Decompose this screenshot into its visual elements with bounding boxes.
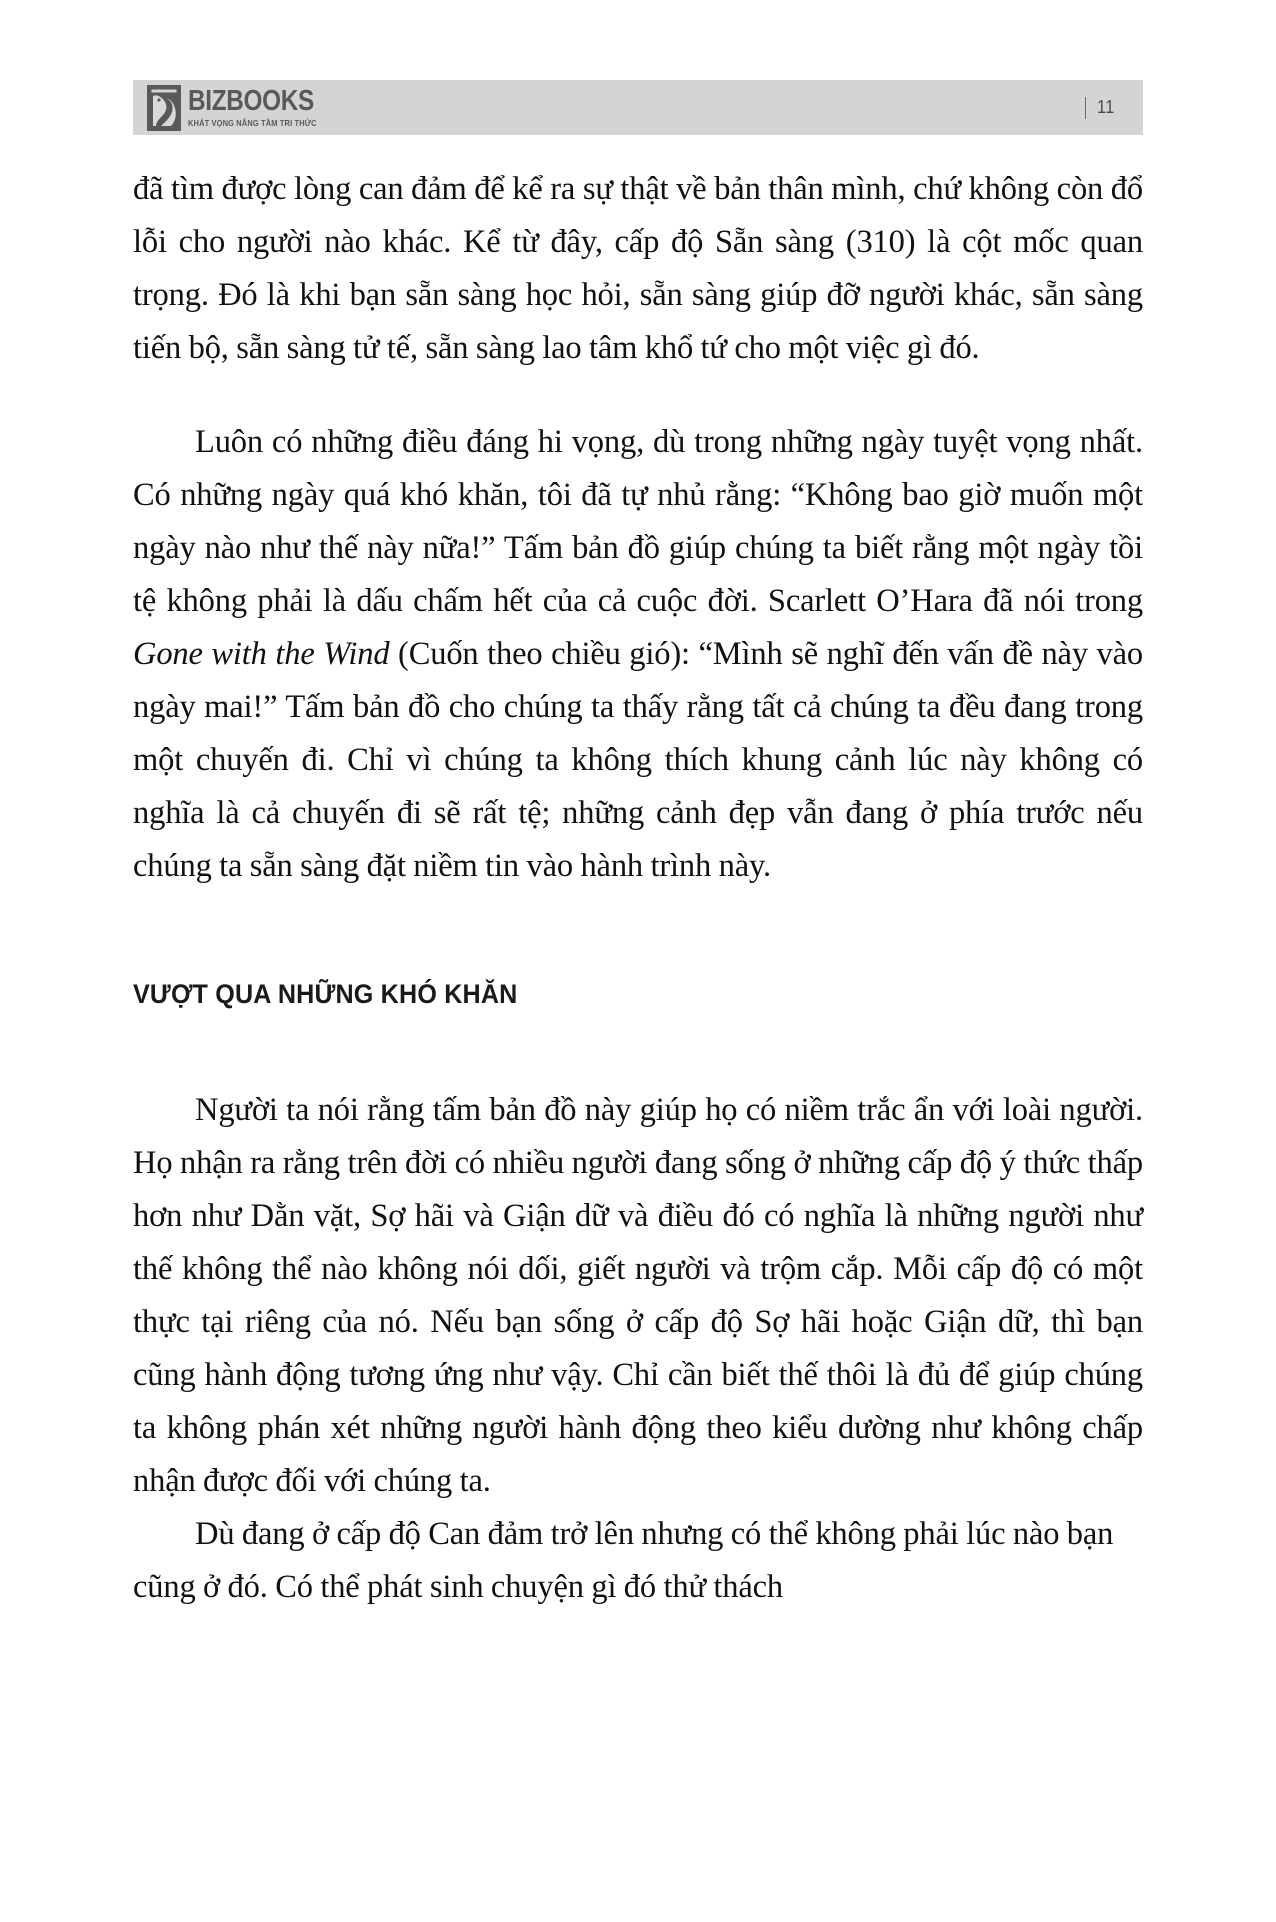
page-number: 11 — [1097, 97, 1116, 117]
publisher-brand — [147, 80, 338, 135]
paragraph-4: Dù đang ở cấp độ Can đảm trở lên nhưng có thể không phải lúc nào bạn cũng ở đó. Có thể phát sinh chuyện gì đó thử thách — [133, 1516, 1114, 1605]
folio-divider — [1085, 97, 1086, 119]
body-text-column — [133, 163, 1143, 1614]
page-folio — [1085, 97, 1117, 119]
paragraph-2 — [133, 416, 1143, 893]
paragraph-2-tail: (Cuốn theo chiều gió): “Mình sẽ nghĩ đến vấn đề này vào ngày mai!” Tấm bản đồ cho chúng ta thấy rằng tất cả chúng ta đều đang trong một chuyến đi. Chỉ vì chúng ta không thích khung cảnh lúc này không có nghĩa là cả chuyến đi sẽ rất tệ; những cảnh đẹp vẫn đang ở phía trước nếu chúng ta sẵn sàng đặt niềm tin vào hành trình này. — [133, 636, 1143, 884]
paragraph-1: đã tìm được lòng can đảm để kể ra sự thật về bản thân mình, chứ không còn đổ lỗi cho người nào khác. Kể từ đây, cấp độ Sẵn sàng (310) là cột mốc quan trọng. Đó là khi bạn sẵn sàng học hỏi, sẵn sàng giúp đỡ người khác, sẵn sàng tiến bộ, sẵn sàng tử tế, sẵn sàng lao tâm khổ tứ cho một việc gì đó. — [133, 171, 1143, 366]
paragraph-3: Người ta nói rằng tấm bản đồ này giúp họ có niềm trắc ẩn với loài người. Họ nhận ra rằng trên đời có nhiều người đang sống ở những cấp độ ý thức thấp hơn như Dằn vặt, Sợ hãi và Giận dữ và điều đó có nghĩa là những người như thế không thể nào không nói dối, giết người và trộm cắp. Mỗi cấp độ có một thực tại riêng của nó. Nếu bạn sống ở cấp độ Sợ hãi hoặc Giận dữ, thì bạn cũng hành động tương ứng như vậy. Chỉ cần biết thế thôi là đủ để giúp chúng ta không phán xét những người hành động theo kiểu dường như không chấp nhận được đối với chúng ta. — [133, 1092, 1143, 1499]
section-heading: VƯỢT QUA NHỮNG KHÓ KHĂN — [133, 979, 518, 1009]
book-title-italic: Gone with the Wind — [133, 636, 390, 672]
running-header — [133, 80, 1143, 135]
brand-name: BIZBOOKS — [188, 85, 314, 118]
book-emblem-icon — [147, 85, 181, 131]
brand-tagline: KHÁT VỌNG NÂNG TẦM TRI THỨC — [188, 118, 317, 129]
section-heading-block — [133, 979, 1143, 1010]
brand-wordmark — [188, 87, 338, 128]
paragraph-2-lead: Luôn có những điều đáng hi vọng, dù trong những ngày tuyệt vọng nhất. Có những ngày quá khó khăn, tôi đã tự nhủ rằng: “Không bao giờ muốn một ngày nào như thế này nữa!” Tấm bản đồ giúp chúng ta biết rằng một ngày tồi tệ không phải là dấu chấm hết của cả cuộc đời. Scarlett O’Hara đã nói trong — [133, 424, 1143, 619]
